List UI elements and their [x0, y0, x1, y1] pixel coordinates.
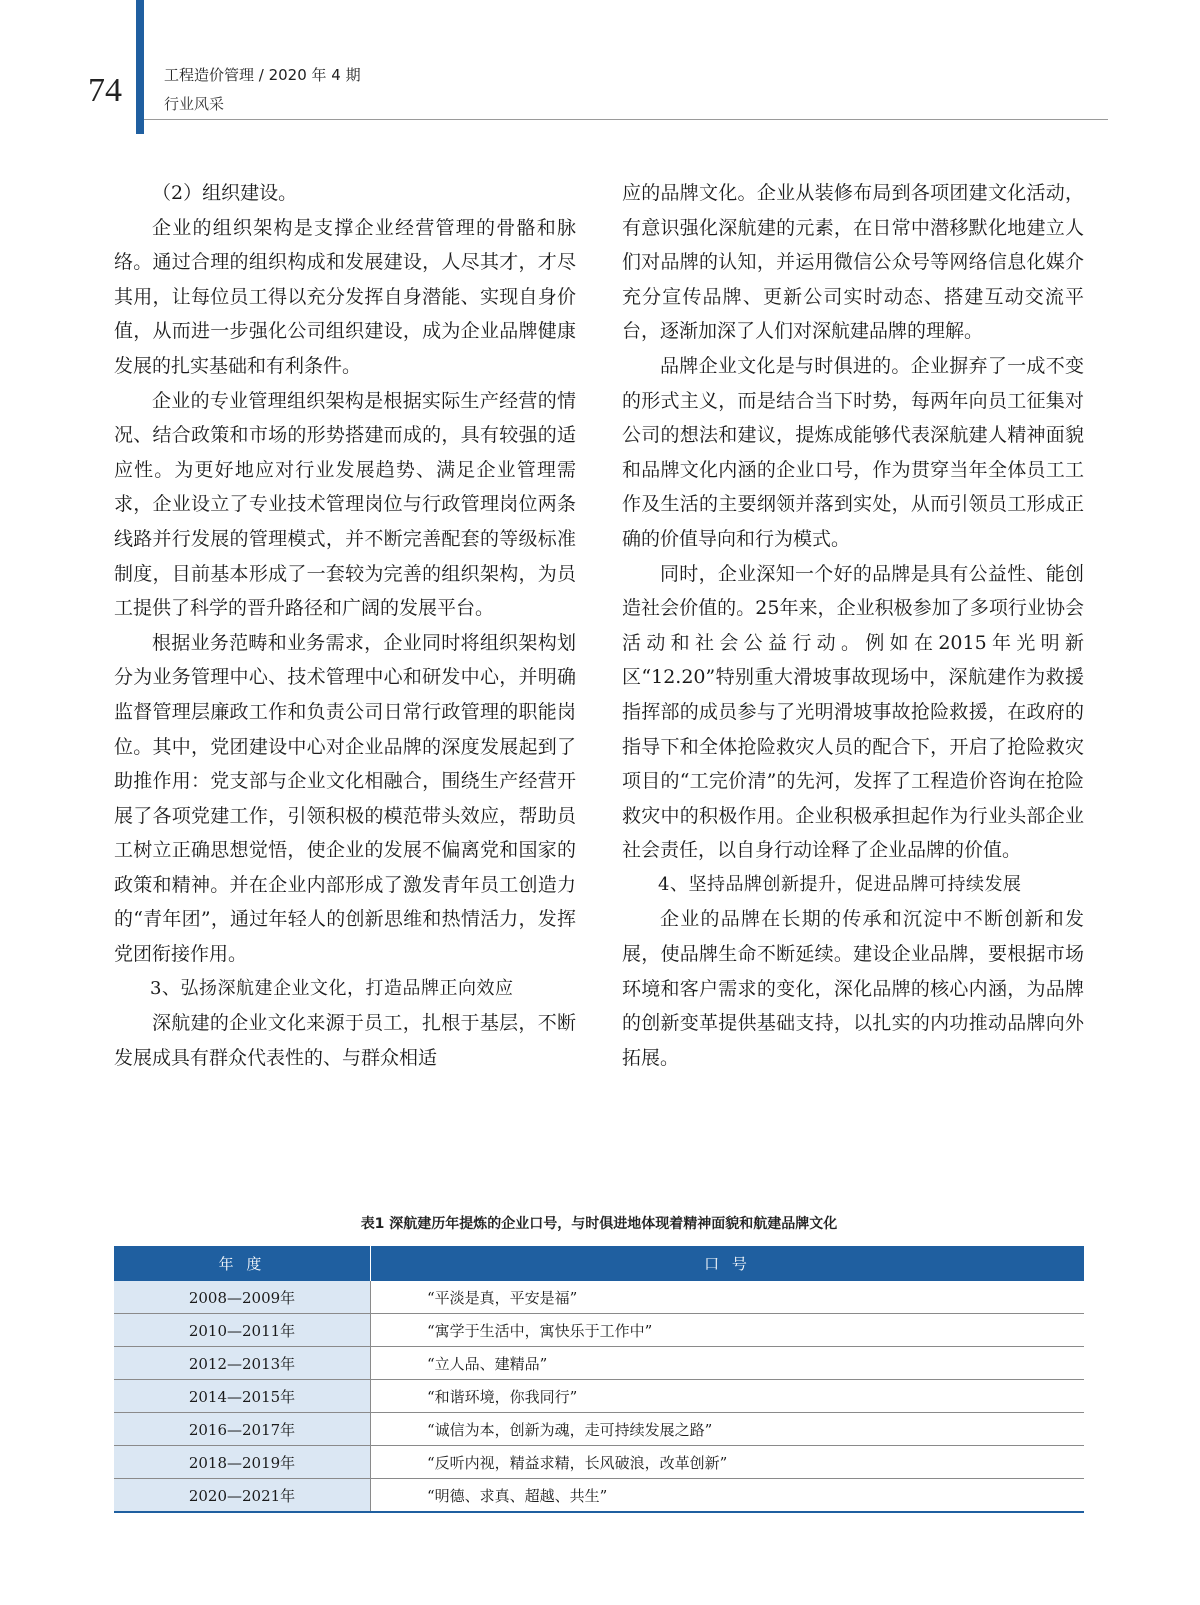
paragraph-continued: 应的品牌文化。企业从装修布局到各项团建文化活动，有意识强化深航建的元素，在日常中潜移默化地建立人们对品牌的认知，并运用微信公众号等网络信息化媒介充分宣传品牌、更新公司实时动态、搭建互动交流平台，逐渐加深了人们对深航建品牌的理解。 [622, 182, 1084, 343]
slogan-cell: “和谐环境，你我同行” [371, 1380, 1085, 1413]
year-cell: 2018—2019年 [114, 1446, 371, 1479]
paragraph: 企业的专业管理组织架构是根据实际生产经营的情况、结合政策和市场的形势搭建而成的，具有较强的适应性。为更好地应对行业发展趋势、满足企业管理需求，企业设立了专业技术管理岗位与行政管理岗位两条线路并行发展的管理模式，并不断完善配套的等级标准制度，目前基本形成了一套较为完善的组织架构，为员工提供了科学的晋升路径和广阔的发展平台。 [114, 389, 576, 620]
slogan-cell: “明德、求真、超越、共生” [371, 1479, 1085, 1513]
year-cell: 2014—2015年 [114, 1380, 371, 1413]
journal-title: 工程造价管理 / 2020 年 4 期 [164, 66, 361, 84]
slogan-cell: “立人品、建精品” [371, 1347, 1085, 1380]
subheading-org: （2）组织建设。 [152, 182, 298, 204]
left-column [114, 176, 576, 1075]
table-row [114, 1380, 1084, 1413]
header-slogan: 口 号 [371, 1246, 1085, 1281]
year-cell: 2010—2011年 [114, 1314, 371, 1347]
table-row [114, 1314, 1084, 1347]
paragraph: 根据业务范畴和业务需求，企业同时将组织架构划分为业务管理中心、技术管理中心和研发中心，并明确监督管理层廉政工作和负责公司日常行政管理的职能岗位。其中，党团建设中心对企业品牌的深度发展起到了助推作用：党支部与企业文化相融合，围绕生产经营开展了各项党建工作，引领积极的模范带头效应，帮助员工树立正确思想觉悟，使企业的发展不偏离党和国家的政策和精神。并在企业内部形成了激发青年员工创造力的“青年团”，通过年轻人的创新思维和热情活力，发挥党团衔接作用。 [114, 631, 576, 966]
year-cell: 2008—2009年 [114, 1281, 371, 1314]
paragraph: 企业的组织架构是支撑企业经营管理的骨骼和脉络。通过合理的组织构成和发展建设，人尽其才，才尽其用，让每位员工得以充分发挥自身潜能、实现自身价值，从而进一步强化公司组织建设，成为企业品牌健康发展的扎实基础和有利条件。 [114, 216, 576, 377]
header-accent-bar [136, 0, 144, 134]
year-cell: 2020—2021年 [114, 1479, 371, 1513]
table-row [114, 1281, 1084, 1314]
right-column [622, 176, 1084, 1075]
table-row [114, 1347, 1084, 1380]
slogan-cell: “反听内视，精益求精，长风破浪，改革创新” [371, 1446, 1085, 1479]
table-row [114, 1413, 1084, 1446]
page-number: 74 [88, 72, 122, 109]
table-row [114, 1479, 1084, 1513]
year-cell: 2012—2013年 [114, 1347, 371, 1380]
slogan-table [114, 1246, 1084, 1513]
section-heading-4: 4、坚持品牌创新提升，促进品牌可持续发展 [658, 873, 1022, 895]
section-heading-3: 3、弘扬深航建企业文化，打造品牌正向效应 [150, 977, 514, 999]
slogan-cell: “平淡是真，平安是福” [371, 1281, 1085, 1314]
section-name: 行业风采 [164, 95, 225, 113]
paragraph: 企业的品牌在长期的传承和沉淀中不断创新和发展，使品牌生命不断延续。建设企业品牌，要根据市场环境和客户需求的变化，深化品牌的核心内涵，为品牌的创新变革提供基础支持，以扎实的内功推动品牌向外拓展。 [622, 908, 1084, 1069]
header-divider [144, 119, 1108, 120]
table-header-row [114, 1246, 1084, 1281]
table-caption: 表1 深航建历年提炼的企业口号，与时俱进地体现着精神面貌和航建品牌文化 [360, 1216, 838, 1232]
slogan-cell: “寓学于生活中，寓快乐于工作中” [371, 1314, 1085, 1347]
header-year: 年 度 [114, 1246, 371, 1281]
paragraph: 深航建的企业文化来源于员工，扎根于基层，不断发展成具有群众代表性的、与群众相适 [114, 1012, 576, 1069]
slogan-cell: “诚信为本，创新为魂，走可持续发展之路” [371, 1413, 1085, 1446]
table-row [114, 1446, 1084, 1479]
paragraph: 同时，企业深知一个好的品牌是具有公益性、能创造社会价值的。25年来，企业积极参加了多项行业协会活动和社会公益行动。例如在2015年光明新区“12.20”特别重大滑坡事故现场中，深航建作为救援指挥部的成员参与了光明滑坡事故抢险救援，在政府的指导下和全体抢险救灾人员的配合下，开启了抢险救灾项目的“工完价清”的先河，发挥了工程造价咨询在抢险救灾中的积极作用。企业积极承担起作为行业头部企业社会责任，以自身行动诠释了企业品牌的价值。 [622, 562, 1084, 862]
year-cell: 2016—2017年 [114, 1413, 371, 1446]
paragraph: 品牌企业文化是与时俱进的。企业摒弃了一成不变的形式主义，而是结合当下时势，每两年向员工征集对公司的想法和建议，提炼成能够代表深航建人精神面貌和品牌文化内涵的企业口号，作为贯穿当年全体员工工作及生活的主要纲领并落到实处，从而引领员工形成正确的价值导向和行为模式。 [622, 354, 1084, 550]
